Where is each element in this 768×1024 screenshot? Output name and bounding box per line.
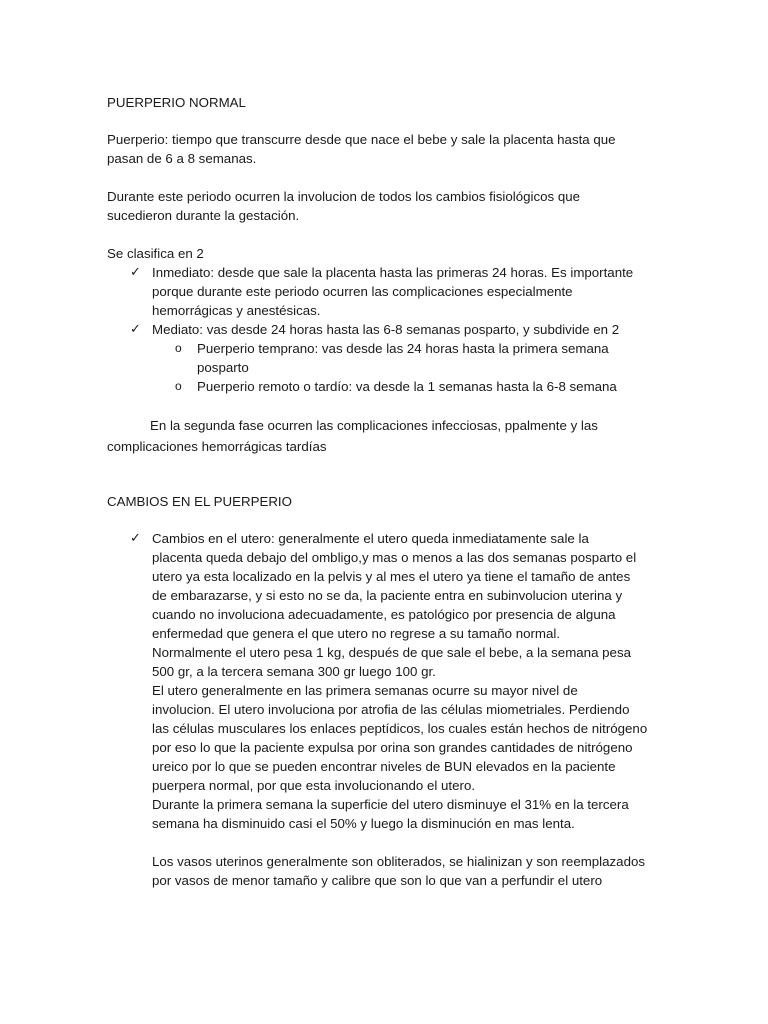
checkmark-icon: ✓ (130, 264, 141, 279)
uterus-line-13: ureico por lo que se pueden encontrar niveles de BUN elevados en la paciente (152, 759, 616, 774)
definition-line-1: Puerperio: tiempo que transcurre desde que nace el bebe y sale la placenta hasta que (107, 132, 616, 147)
uterus-line-4: de embarazarse, y si esto no se da, la paciente entra en subinvolucion uterina y (152, 588, 623, 603)
mediate-line: Mediato: vas desde 24 horas hasta las 6-8 semanas posparto, y subdivide en 2 (152, 322, 620, 337)
circle-bullet-icon: o (175, 379, 182, 393)
uterus-line-8: 500 gr, a la tercera semana 300 gr luego 100 gr. (152, 664, 436, 679)
checkmark-icon: ✓ (130, 321, 141, 336)
uterus-line-16: semana ha disminuido casi el 50% y luego la disminución en mas lenta. (152, 816, 575, 831)
uterus-line-6: enfermedad que genera el que utero no regrese a su tamaño normal. (152, 626, 561, 641)
immediate-line-3: hemorrágicas y anestésicas. (152, 303, 321, 318)
uterus-line-9: El utero generalmente en las primera semanas ocurre su mayor nivel de (152, 683, 578, 698)
involution-line-2: sucedieron durante la gestación. (107, 208, 300, 223)
uterus-line-11: las células musculares los enlaces peptídicos, los cuales están hechos de nitrógeno (152, 721, 648, 736)
section-title: CAMBIOS EN EL PUERPERIO (107, 494, 292, 509)
vessels-line-2: por vasos de menor tamaño y calibre que son lo que van a perfundir el utero (152, 873, 603, 888)
uterus-line-12: por eso lo que la paciente expulsa por orina son grandes cantidades de nitrógeno (152, 740, 633, 755)
uterus-line-3: utero ya esta localizado en la pelvis y al mes el utero ya tiene el tamaño de antes (152, 569, 631, 584)
definition-line-2: pasan de 6 a 8 semanas. (107, 151, 257, 166)
early-line-1: Puerperio temprano: vas desde las 24 horas hasta la primera semana (197, 341, 609, 356)
immediate-line-1: Inmediato: desde que sale la placenta hasta las primeras 24 horas. Es importante (152, 265, 634, 280)
uterus-line-5: cuando no involuciona adecuadamente, es patológico por presencia de alguna (152, 607, 616, 622)
uterus-line-10: involucion. El utero involuciona por atrofia de las células miometriales. Perdiendo (152, 702, 630, 717)
checkmark-icon: ✓ (130, 530, 141, 545)
involution-line-1: Durante este periodo ocurren la involucion de todos los cambios fisiológicos que (107, 189, 581, 204)
early-line-2: posparto (197, 360, 249, 375)
uterus-line-2: placenta queda debajo del ombligo,y mas o menos a las dos semanas posparto el (152, 550, 637, 565)
second-phase-line-1: En la segunda fase ocurren las complicaciones infecciosas, ppalmente y las (150, 418, 598, 433)
second-phase-line-2: complicaciones hemorrágicas tardías (107, 439, 327, 454)
vessels-line-1: Los vasos uterinos generalmente son obliterados, se hialinizan y son reemplazados (152, 854, 646, 869)
classification-intro: Se clasifica en 2 (107, 246, 204, 261)
circle-bullet-icon: o (175, 341, 182, 355)
uterus-line-15: Durante la primera semana la superficie del utero disminuye el 31% en la tercera (152, 797, 629, 812)
uterus-line-14: puerpera normal, por que esta involucionando el utero. (152, 778, 476, 793)
uterus-line-7: Normalmente el utero pesa 1 kg, después de que sale el bebe, a la semana pesa (152, 645, 631, 660)
document-title: PUERPERIO NORMAL (107, 95, 246, 110)
uterus-line-1: Cambios en el utero: generalmente el utero queda inmediatamente sale la (152, 531, 589, 546)
late-line: Puerperio remoto o tardío: va desde la 1 semanas hasta la 6-8 semana (197, 379, 617, 394)
immediate-line-2: porque durante este periodo ocurren las complicaciones especialmente (152, 284, 573, 299)
